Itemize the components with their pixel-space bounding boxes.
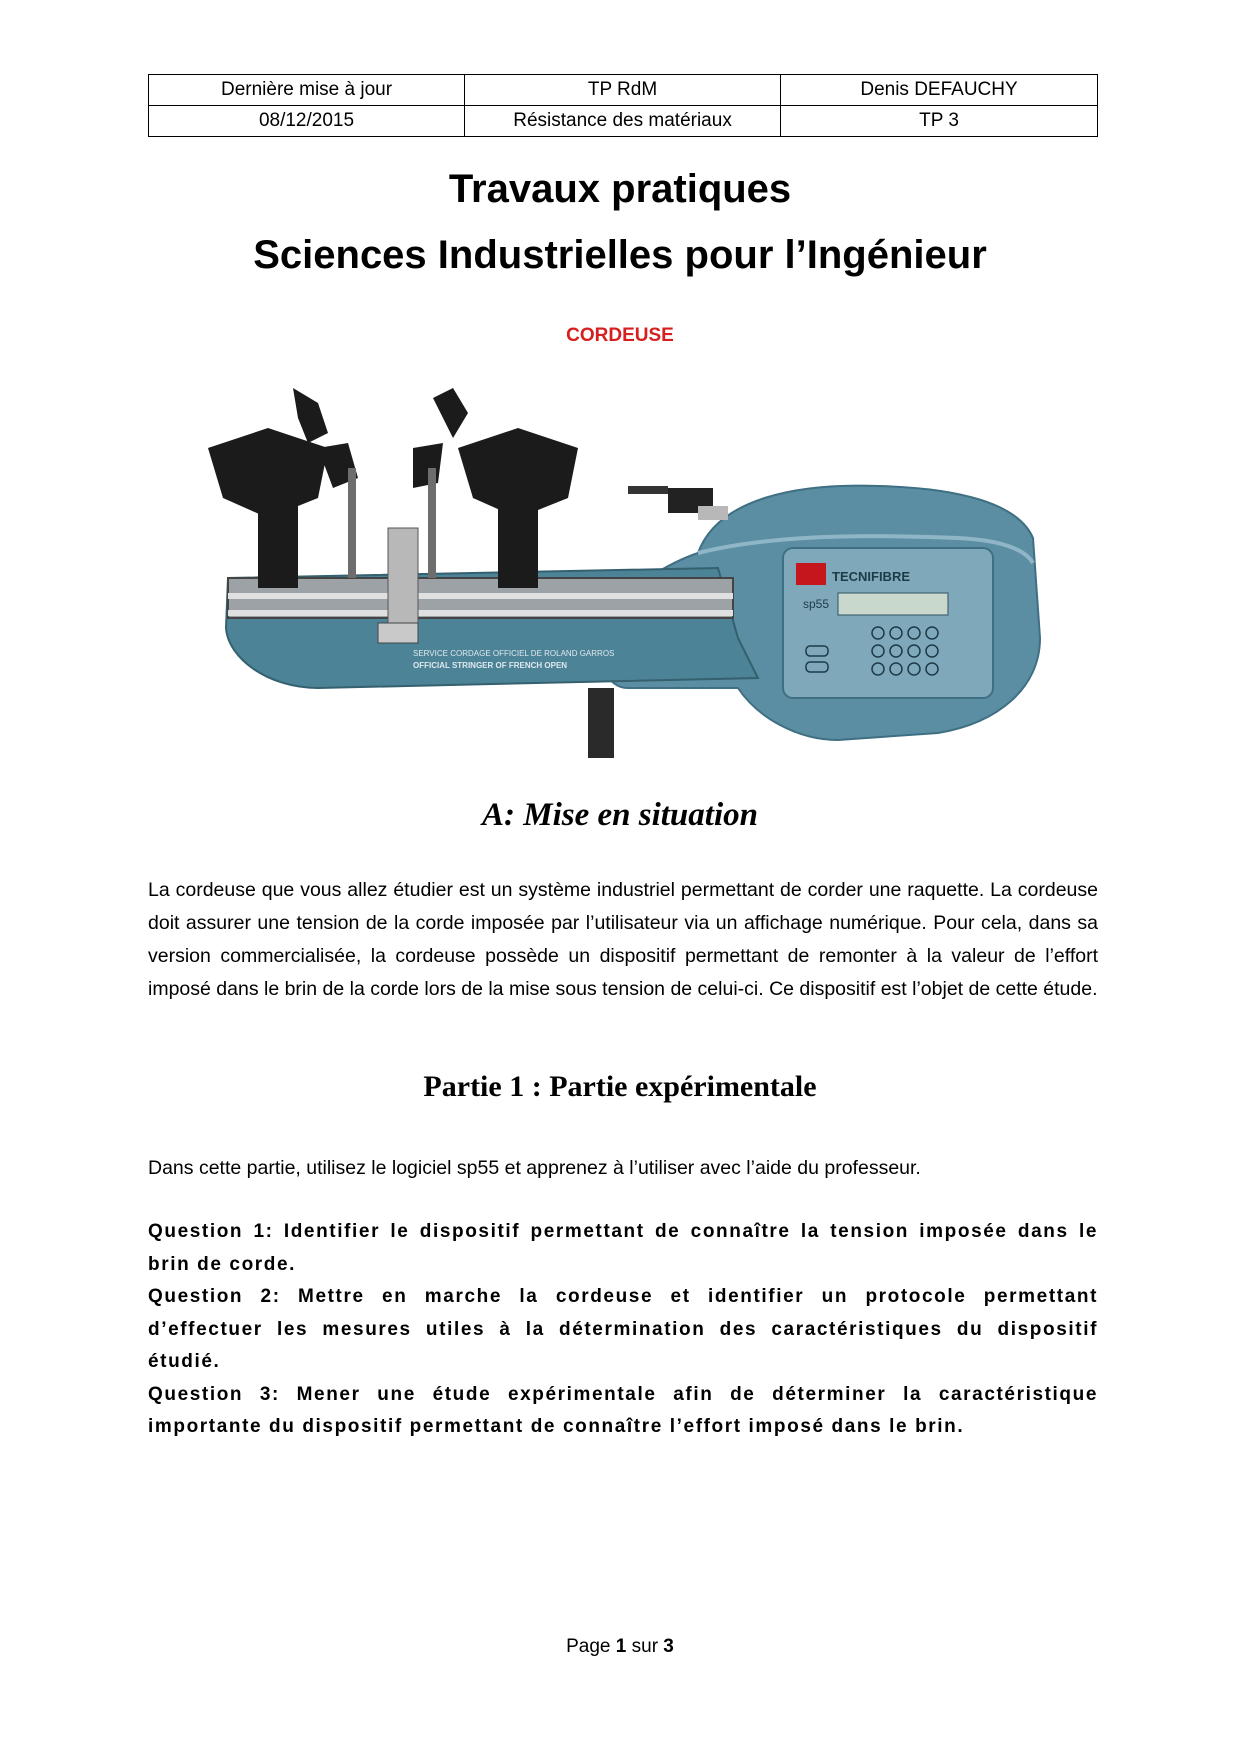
- header-cell-subject: Résistance des matériaux: [465, 106, 781, 137]
- question-3: Question 3: Mener une étude expérimentale afin de déterminer la caractéristique importante du dispositif permettant de connaître l’effort imposé dans le brin.: [148, 1383, 1098, 1437]
- machine-post: [588, 688, 614, 758]
- questions-list: [148, 1216, 1098, 1444]
- model-label: sp55: [803, 597, 830, 611]
- clamp-left: [208, 388, 358, 588]
- header-cell-date: 08/12/2015: [149, 106, 465, 137]
- stringing-machine-illustration: [198, 388, 1048, 760]
- header-cell-update-label: Dernière mise à jour: [149, 75, 465, 106]
- footer-prefix: Page: [566, 1636, 616, 1657]
- subject-label: CORDEUSE: [566, 325, 674, 346]
- header-cell-course: TP RdM: [465, 75, 781, 106]
- question-2: Question 2: Mettre en marche la cordeuse et identifier un protocole permettant d’effectuer les mesures utiles à la détermination des caractéristiques du dispositif étudié.: [148, 1286, 1098, 1372]
- base-text-line2: OFFICIAL STRINGER OF FRENCH OPEN: [413, 661, 568, 670]
- footer-middle: sur: [626, 1636, 664, 1657]
- partie1-heading: Partie 1 : Partie expérimentale: [423, 1070, 817, 1103]
- partie1-intro: Dans cette partie, utilisez le logiciel sp55 et apprenez à l’utiliser avec l’aide du professeur.: [148, 1157, 921, 1179]
- section-a-paragraph: La cordeuse que vous allez étudier est un système industriel permettant de corder une raquette. La cordeuse doit assurer une tension de la corde imposée par l’utilisateur via un affichage numérique. Pour cela, dans sa version commercialisée, la cordeuse possède un dispositif permettant de remonter à la valeur de l’effort imposé dans le brin de la corde lors de la mise sous tension de celui-ci. Ce dispositif est l’objet de cette étude.: [148, 879, 1098, 1000]
- page-footer: [0, 1636, 1240, 1658]
- base-text-line1: SERVICE CORDAGE OFFICIEL DE ROLAND GARROS: [413, 649, 615, 658]
- footer-current-page: 1: [615, 1636, 627, 1657]
- page-subtitle: Sciences Industrielles pour l’Ingénieur: [253, 233, 987, 277]
- header-cell-author: Denis DEFAUCHY: [781, 75, 1098, 106]
- document-header-table: [148, 74, 1098, 137]
- header-row: [149, 106, 1098, 137]
- clamp-right: [413, 388, 578, 588]
- header-cell-tp-number: TP 3: [781, 106, 1098, 137]
- footer-total-pages: 3: [663, 1636, 674, 1657]
- display-screen: [838, 593, 948, 615]
- header-row: [149, 75, 1098, 106]
- brand-label: TECNIFIBRE: [832, 569, 910, 584]
- question-1: Question 1: Identifier le dispositif permettant de connaître la tension imposée dans le brin de corde.: [148, 1221, 1098, 1275]
- page-title: Travaux pratiques: [448, 167, 792, 211]
- section-a-heading: A: Mise en situation: [482, 797, 758, 833]
